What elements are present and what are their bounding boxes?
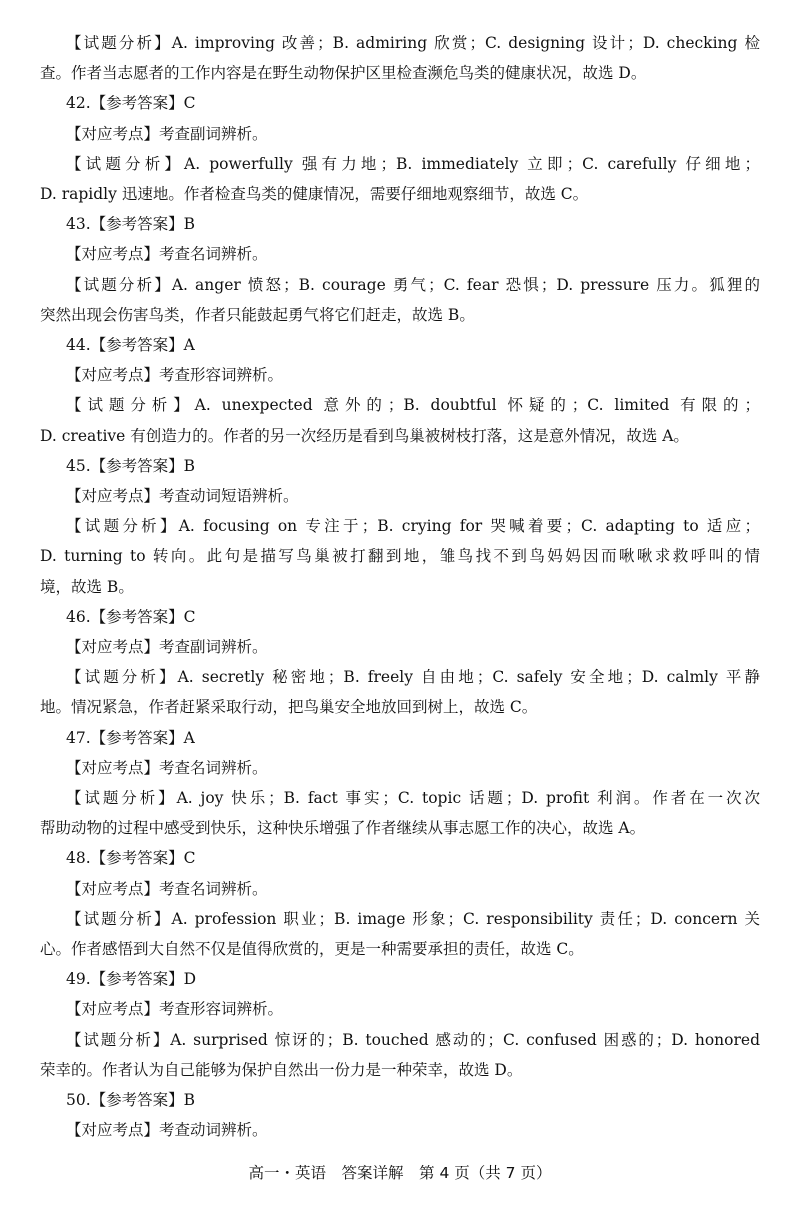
text-line: 【对应考点】考查副词辨析。	[66, 124, 268, 143]
text-line: 【试题分析】A. unexpected 意外的；B. doubtful 怀疑的；C. limited 有限的；	[66, 396, 760, 415]
text-line: 【试题分析】A. focusing on 专注于；B. crying for 哭喊着要；C. adapting to 适应；	[66, 517, 760, 536]
text-line: 47.【参考答案】A	[66, 728, 195, 747]
text-line: 【对应考点】考查形容词辨析。	[66, 1000, 284, 1019]
text-line: 【试题分析】A. secretly 秘密地；B. freely 自由地；C. safely 安全地；D. calmly 平静	[66, 668, 760, 687]
text-line: 【对应考点】考查副词辨析。	[66, 638, 268, 656]
text-line: 境，故选 B。	[40, 577, 134, 596]
text-line: D. creative 有创造力的。作者的另一次经历是看到鸟巢被树枝打落，这是意外情况，故选 A。	[40, 426, 689, 445]
text-line: 心。作者感悟到大自然不仅是值得欣赏的，更是一种需要承担的责任，故选 C。	[40, 940, 584, 958]
text-line: 【试题分析】A. anger 愤怒；B. courage 勇气；C. fear 恐惧；D. pressure 压力。狐狸的	[66, 275, 760, 294]
text-line: 【试题分析】A. joy 快乐；B. fact 事实；C. topic 话题；D. profit 利润。作者在一次次	[66, 789, 760, 807]
text-line: 【试题分析】A. powerfully 强有力地；B. immediately 立即；C. carefully 仔细地；	[66, 154, 760, 173]
text-line: 50.【参考答案】B	[66, 1091, 196, 1109]
text-line: 43.【参考答案】B	[66, 215, 196, 234]
text-line: 【对应考点】考查形容词辨析。	[66, 366, 284, 385]
text-line: 48.【参考答案】C	[66, 849, 196, 868]
text-line: 42.【参考答案】C	[66, 94, 196, 113]
text-line: 【对应考点】考查动词短语辨析。	[66, 487, 299, 505]
text-line: 【试题分析】A. profession 职业；B. image 形象；C. responsibility 责任；D. concern 关	[66, 909, 760, 928]
text-line: D. turning to 转向。此句是描写鸟巢被打翻到地，雏鸟找不到鸟妈妈因而啾啾求救呼叫的情	[40, 547, 760, 566]
text-line: 【试题分析】A. surprised 惊讶的；B. touched 感动的；C. confused 困惑的；D. honored	[66, 1030, 760, 1049]
text-line: 查。作者当志愿者的工作内容是在野生动物保护区里检查濒危鸟类的健康状况，故选 D。	[40, 64, 647, 83]
text-line: 44.【参考答案】A	[66, 336, 195, 354]
text-line: 帮助动物的过程中感受到快乐，这种快乐增强了作者继续从事志愿工作的决心，故选 A。	[40, 819, 646, 838]
page-footer: 高一・英语 答案详解 第 4 页（共 7 页）	[248, 1164, 552, 1182]
text-line: 【对应考点】考查名词辨析。	[66, 758, 268, 777]
text-line: 【试题分析】A. improving 改善；B. admiring 欣赏；C. designing 设计；D. checking 检	[66, 34, 760, 52]
text-line: 45.【参考答案】B	[66, 456, 196, 475]
text-line: 49.【参考答案】D	[66, 970, 197, 989]
text-line: D. rapidly 迅速地。作者检查鸟类的健康情况，需要仔细地观察细节，故选 C。	[40, 185, 589, 203]
text-line: 荣幸的。作者认为自己能够为保护自然出一份力是一种荣幸，故选 D。	[40, 1060, 523, 1079]
text-line: 46.【参考答案】C	[66, 607, 196, 626]
text-line: 突然出现会伤害鸟类，作者只能鼓起勇气将它们赶走，故选 B。	[40, 305, 475, 324]
text-line: 【对应考点】考查名词辨析。	[66, 879, 268, 898]
text-line: 地。情况紧急，作者赶紧采取行动，把鸟巢安全地放回到树上，故选 C。	[40, 698, 538, 717]
text-line: 【对应考点】考查动词辨析。	[66, 1121, 268, 1140]
text-line: 【对应考点】考查名词辨析。	[66, 245, 268, 264]
